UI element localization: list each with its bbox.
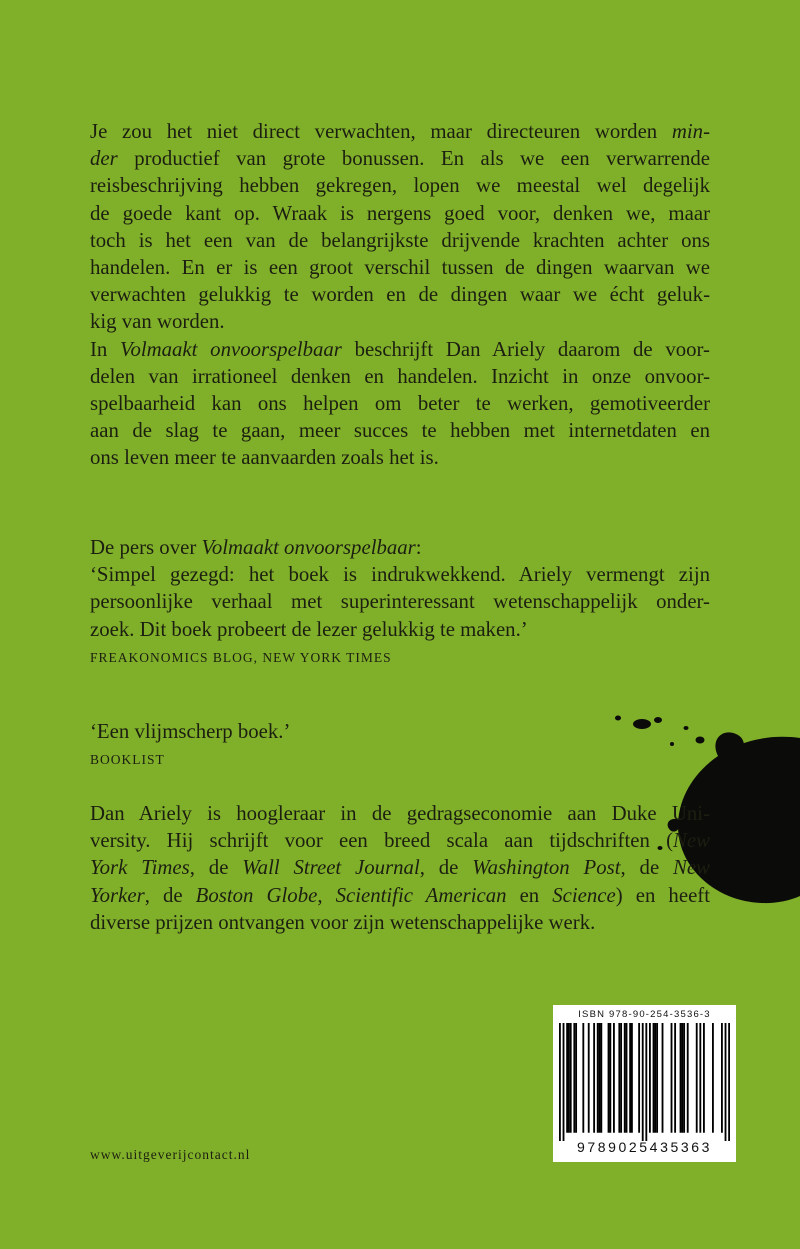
press-text: Volmaakt onvoorspelbaar [201,536,416,559]
barcode-bar [656,1023,658,1133]
intro-line [90,336,710,363]
press-text: De pers over [90,536,202,559]
intro-line [90,118,710,145]
barcode-bar [699,1023,701,1133]
barcode-bar [631,1023,633,1133]
author-line [90,800,710,827]
barcode-bar [645,1023,647,1141]
intro-line [90,172,710,199]
author-text: York Times [90,856,190,880]
barcode-bar [597,1023,599,1133]
intro-text: Je zou het niet direct verwachten, maar directeuren worden [90,120,672,143]
press-text: zoek. Dit boek probeert de lezer gelukkig te maken.’ [90,617,528,641]
author-bio [90,800,710,936]
barcode-bar [687,1023,689,1133]
barcode-bar [613,1023,615,1133]
intro-text: In [90,337,121,361]
barcode-bar [599,1023,601,1133]
press-line [90,616,710,643]
intro-line [90,281,710,308]
intro-text: de goede kant op. Wraak is nergens goed voor, denken we, maar [90,201,710,225]
press-text: persoonlijke verhaal met superinteressant wetenschappelijk onder- [90,590,710,614]
barcode-bar [721,1023,723,1133]
barcode-bar [608,1023,610,1133]
barcode-bar [600,1023,602,1133]
barcode-bar [696,1023,698,1133]
intro-text: der [90,147,118,171]
barcode-bar [725,1023,727,1141]
barcode-bar [638,1023,640,1133]
press-quote [90,534,710,643]
booklist-source: BOOKLIST [90,752,165,768]
author-text: Science [552,883,616,907]
intro-text: reisbeschrijving hebben gekregen, lopen we meestal wel degelijk [90,174,710,198]
author-text: Scientific American [335,883,507,907]
author-line [90,827,710,854]
intro-line [90,308,710,335]
barcode-bar [712,1023,714,1133]
barcode-bar [593,1023,595,1133]
intro-line [90,227,710,254]
author-text: , de [144,883,196,907]
isbn-label: ISBN 978-90-254-3536-3 [578,1009,711,1020]
barcode-bar [674,1023,676,1133]
press-line [90,534,710,561]
barcode-bar [588,1023,590,1133]
author-text: Dan Ariely is hoogleraar in de gedragseconomie aan Duke Uni- [90,802,710,825]
press-line [90,561,710,588]
barcode-bar [620,1023,622,1133]
barcode-bar [559,1023,561,1141]
barcode-bar [573,1023,575,1133]
press-text: ‘Simpel gezegd: het boek is indrukwekkend. Ariely vermengt zijn [90,563,710,587]
author-text: Washington Post [472,856,621,880]
author-text: , de [189,856,243,880]
intro-line [90,363,710,390]
barcode-bar [728,1023,730,1141]
author-text: en [506,883,553,907]
barcode-bar [568,1023,570,1133]
author-text: Wall Street Journal [242,856,420,880]
barcode-bar [654,1023,656,1133]
barcode-bar [671,1023,673,1133]
press-line [90,588,710,615]
author-text: , de [620,856,674,880]
booklist-quote: ‘Een vlijmscherp boek.’ [90,720,291,743]
barcode-bar [570,1023,572,1133]
barcode-bar [624,1023,626,1133]
intro-text: ons leven meer te aanvaarden zoals het is. [90,446,439,470]
barcode-bars-icon [559,1023,730,1141]
author-text: versity. Hij schrijft voor een breed scala aan tijdschriften ( [90,829,674,853]
barcode-bar [662,1023,664,1133]
press-section [90,534,710,668]
barcode-bar [626,1023,628,1133]
intro-line [90,444,710,471]
barcode-bar [629,1023,631,1133]
barcode-bar [680,1023,682,1133]
barcode-bar [618,1023,620,1133]
intro-text: kig van worden. [90,310,225,334]
intro-text: aan de slag te gaan, meer succes te hebben met internetdaten en [90,419,710,443]
author-text: diverse prijzen ontvangen voor zijn wetenschappelijke werk. [90,910,596,934]
intro-paragraph [90,118,710,472]
barcode-bar [609,1023,611,1133]
author-text: , de [419,856,473,880]
intro-line [90,145,710,172]
intro-text: beschrijft Dan Ariely daarom de voor- [341,337,710,361]
barcode-bar [703,1023,705,1133]
author-text: Boston Globe [195,883,318,907]
barcode-bar [582,1023,584,1133]
intro-text: productief van grote bonussen. En als we een verwarrende [117,147,710,171]
author-text: , [317,883,336,907]
barcode-bar [575,1023,577,1133]
isbn-barcode [553,1005,736,1162]
author-text: New [673,856,710,880]
barcode-bar [649,1023,651,1133]
publisher-website: www.uitgeverijcontact.nl [90,1147,251,1162]
intro-line [90,417,710,444]
author-line [90,909,710,936]
author-text: ) en heeft [615,883,710,907]
author-text: New [673,829,710,853]
intro-line [90,200,710,227]
intro-text: Volmaakt onvoorspelbaar [120,337,342,361]
intro-text: delen van irrationeel denken en handelen. Inzicht in onze onvoor- [90,364,710,388]
press-text: : [415,536,422,559]
intro-text: toch is het een van de belangrijkste drijvende krachten achter ons [90,228,710,252]
barcode-bar [681,1023,683,1133]
barcode-bar [563,1023,565,1141]
barcode-bar [653,1023,655,1133]
author-line [90,882,710,909]
ean-digits: 9789025435363 [576,1139,713,1155]
barcode-bar [642,1023,644,1141]
intro-text: verwachten gelukkig te worden en de dingen waar we écht geluk- [90,283,710,307]
intro-text: spelbaarheid kan ons helpen om beter te werken, gemotiveerder [90,392,710,416]
intro-line [90,390,710,417]
intro-text: min- [671,120,710,143]
author-line [90,854,710,881]
author-text: Yorker [90,883,145,907]
intro-line [90,254,710,281]
barcode-bar [566,1023,568,1133]
barcode-bar [683,1023,685,1133]
intro-text: handelen. En er is een groot verschil tussen de dingen waarvan we [90,256,710,280]
press-source: FREAKONOMICS BLOG, NEW YORK TIMES [90,649,392,665]
